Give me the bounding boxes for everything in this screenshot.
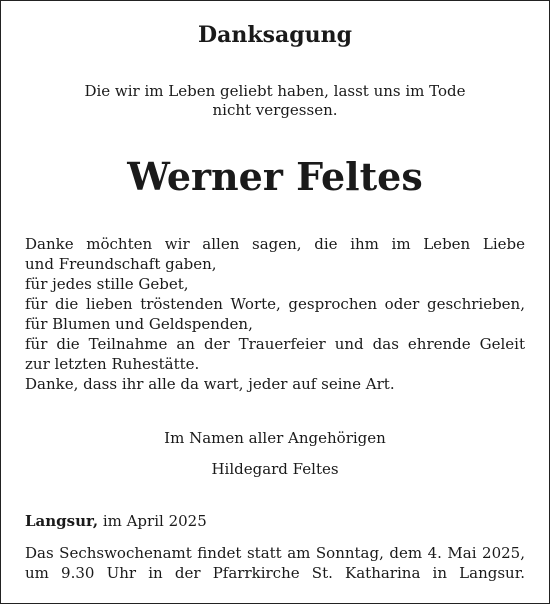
signature-name: Hildegard Feltes	[211, 460, 339, 478]
thanks-text	[25, 234, 525, 394]
signature-line: Im Namen aller Angehörigen	[164, 429, 386, 447]
date: im April 2025	[98, 512, 207, 530]
notice-line: Das Sechswochenamt findet statt am Sonntag, dem 4. Mai 2025,	[25, 544, 525, 562]
thanks-line: Danke möchten wir allen sagen, die ihm im Leben Liebe	[25, 235, 525, 253]
notice-line: um 9.30 Uhr in der Pfarrkirche St. Katharina in Langsur.	[25, 564, 525, 582]
thanks-line: für die lieben tröstenden Worte, gesprochen oder geschrieben,	[25, 295, 525, 313]
thanks-line: Danke, dass ihr alle da wart, jeder auf seine Art.	[25, 375, 395, 393]
place: Langsur,	[25, 512, 99, 530]
thanks-line: für jedes stille Gebet,	[25, 275, 189, 293]
motto-line: Die wir im Leben geliebt haben, lasst uns im Tode	[84, 82, 466, 100]
thanks-line: und Freundschaft gaben,	[25, 255, 217, 273]
place-date	[25, 511, 207, 531]
thanks-line: für Blumen und Geldspenden,	[25, 315, 253, 333]
thanks-line: für die Teilnahme an der Trauerfeier und das ehrende Geleit	[25, 335, 525, 353]
service-notice	[25, 543, 525, 583]
heading: Danksagung	[198, 22, 352, 48]
motto	[0, 82, 550, 120]
deceased-name: Werner Feltes	[127, 154, 423, 199]
motto-line: nicht vergessen.	[212, 101, 338, 119]
thanks-line: zur letzten Ruhestätte.	[25, 355, 200, 373]
